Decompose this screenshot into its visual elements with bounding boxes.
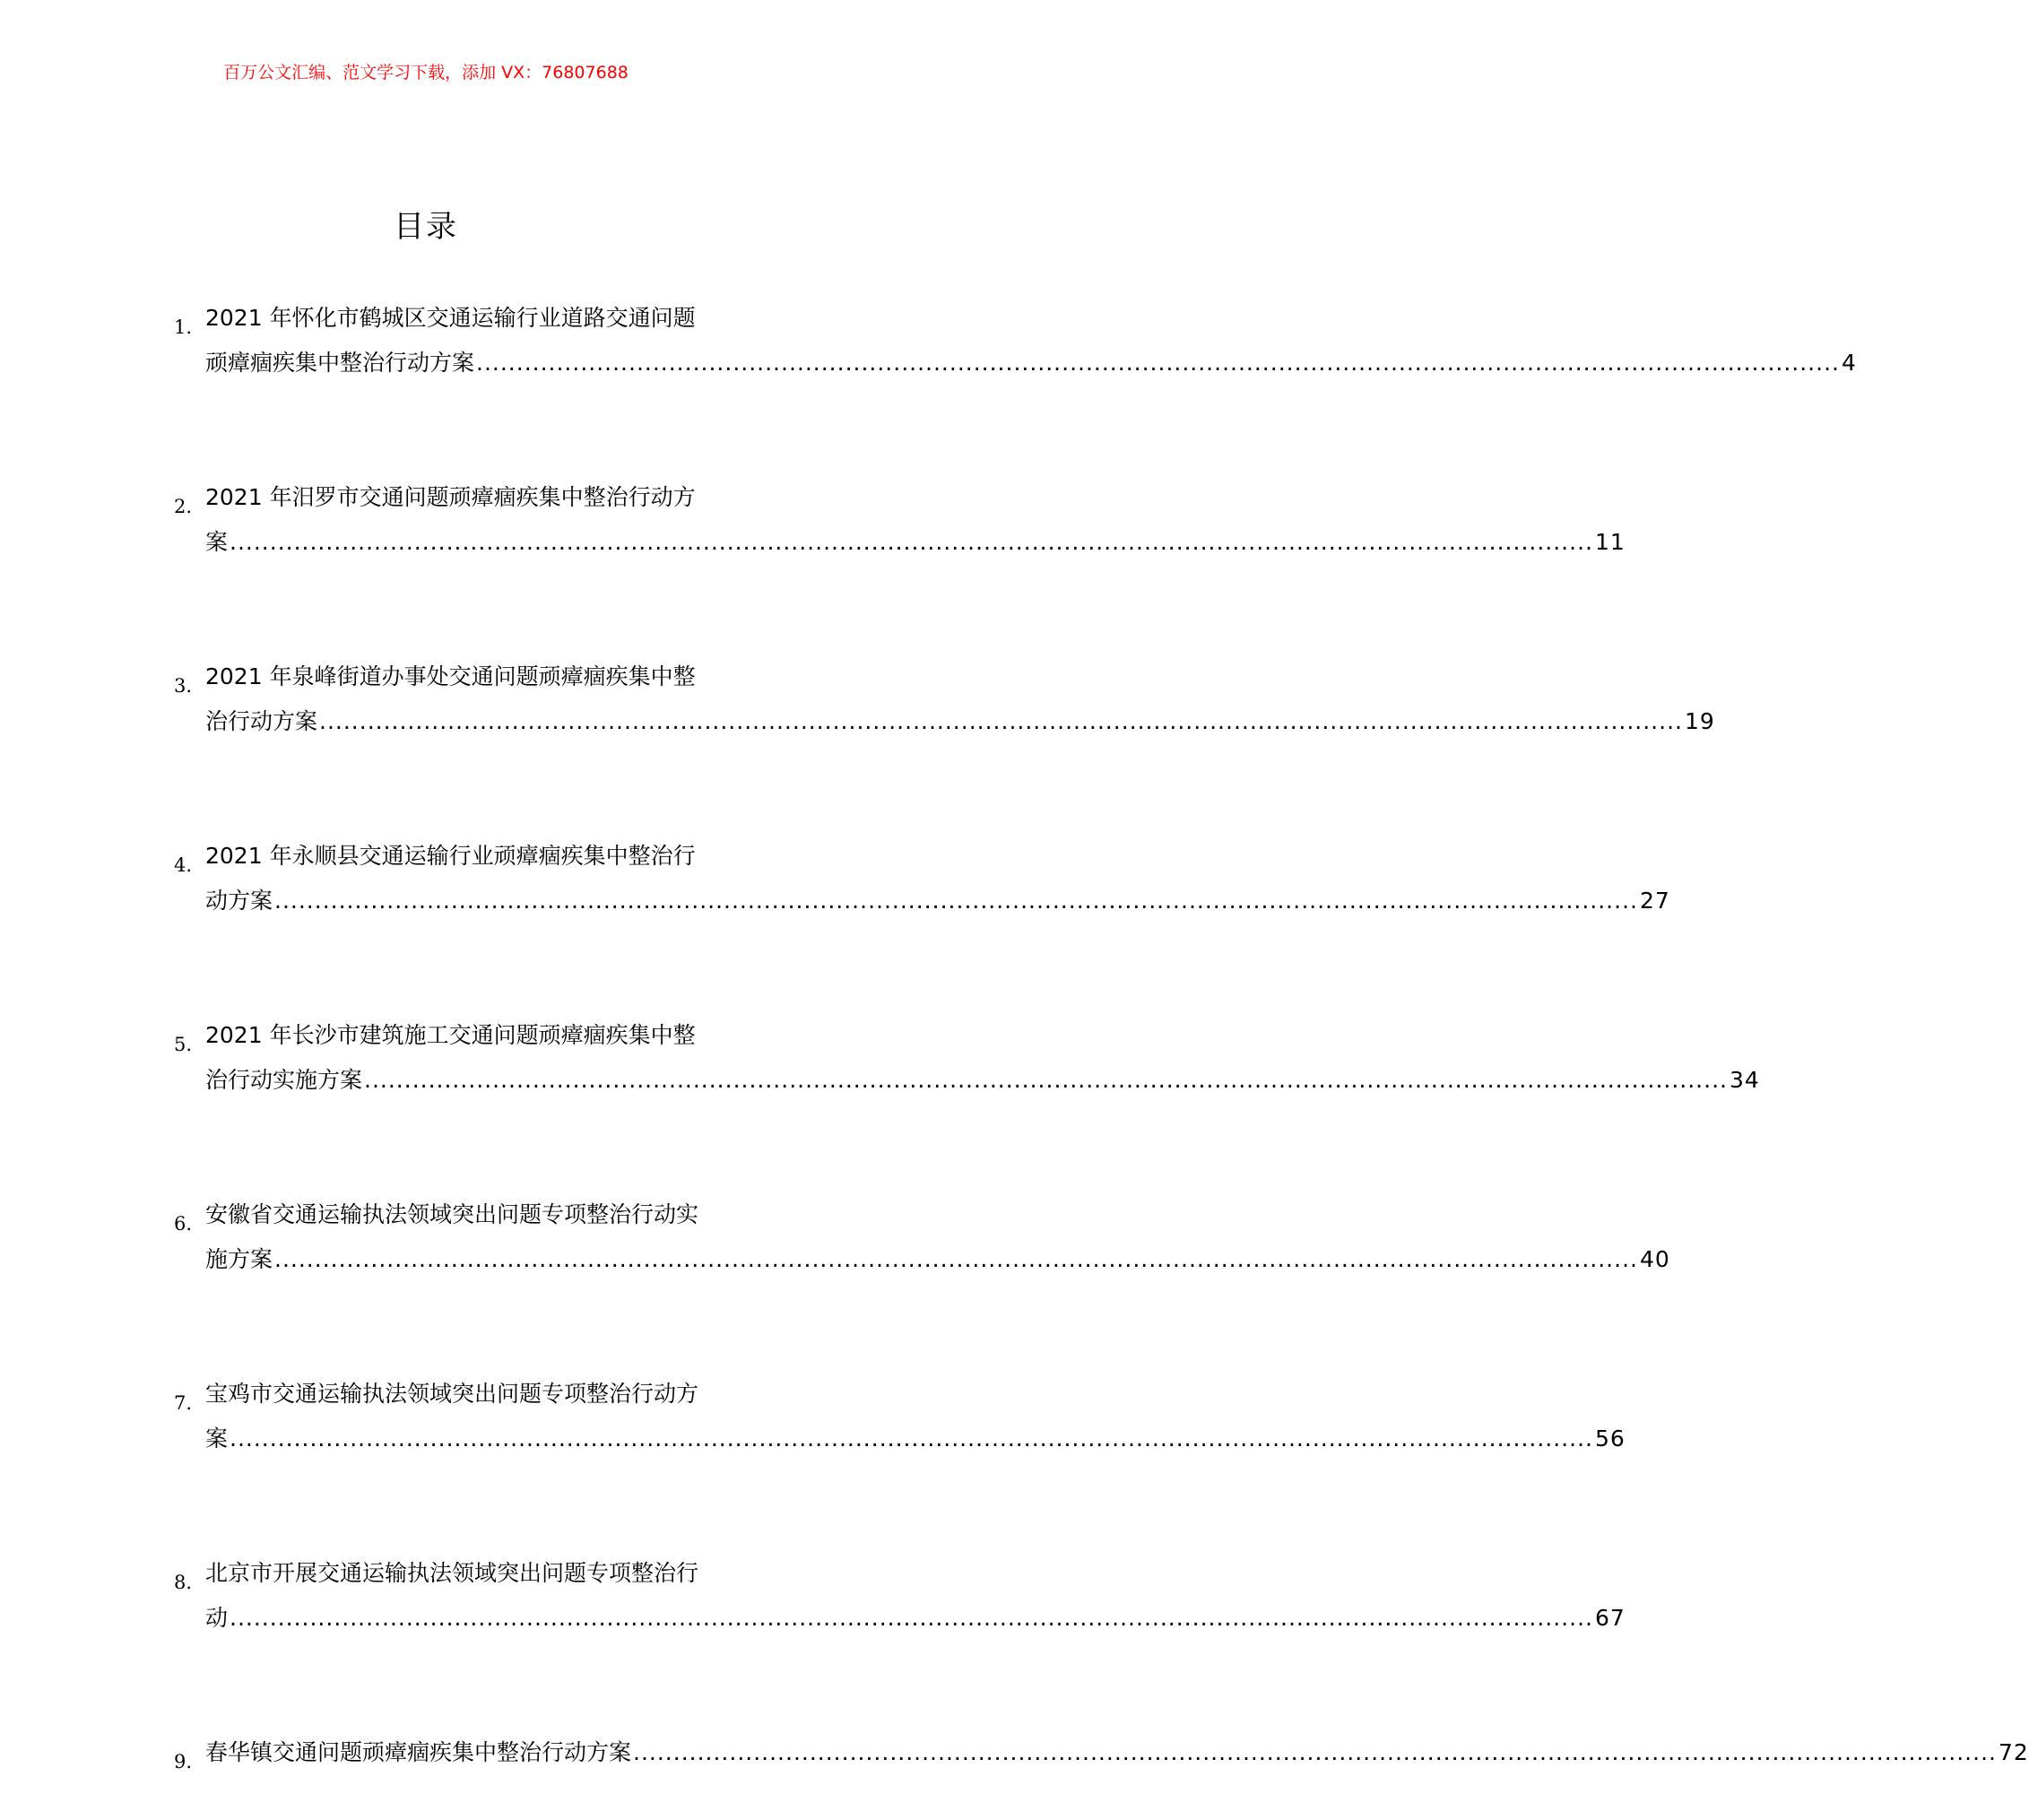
toc-dot-leader: .......................................................................................................................................................................... [476, 350, 1840, 376]
toc-entry-number: 1. [174, 316, 193, 338]
toc-entry-page: 11 [1594, 529, 1626, 555]
toc-entry-page: 4 [1841, 350, 1857, 376]
toc-entry[interactable] [0, 1730, 2029, 1820]
toc-dot-leader: .......................................................................................................................................................................... [364, 1067, 1728, 1093]
toc-entry-title-line1: 安徽省交通运输执法领域突出问题专项整治行动实 [205, 1201, 699, 1227]
toc-entry-number: 4. [174, 854, 193, 876]
toc-entry-title-text: 治行动方案 [205, 708, 318, 734]
toc-entry-number: 3. [174, 675, 193, 697]
toc-entry-number: 9. [174, 1751, 193, 1772]
toc-dot-leader: .......................................................................................................................................................................... [319, 708, 1683, 734]
toc-entry-title-line2 [205, 1237, 1670, 1282]
toc-entry-title-line1: 2021 年泉峰街道办事处交通问题顽瘴痼疾集中整 [205, 663, 696, 689]
toc-dot-leader: .......................................................................................................................................................................... [230, 529, 1593, 555]
toc-entry-title-line1: 2021 年长沙市建筑施工交通问题顽瘴痼疾集中整 [205, 1022, 696, 1048]
toc-entry-title-line1: 2021 年永顺县交通运输行业顽瘴痼疾集中整治行 [205, 843, 696, 869]
toc-entry-title-line2 [205, 1596, 1626, 1641]
toc-entry-page: 56 [1594, 1426, 1626, 1452]
toc-entry[interactable] [0, 1551, 1626, 1730]
toc-dot-leader: .......................................................................................................................................................................... [230, 1426, 1593, 1452]
toc-dot-leader: .......................................................................................................................................................................... [230, 1605, 1593, 1631]
toc-entry-title-text: 顽瘴痼疾集中整治行动方案 [205, 350, 475, 376]
toc-entry-title-text: 春华镇交通问题顽瘴痼疾集中整治行动方案 [205, 1739, 632, 1765]
toc-entry-number: 2. [174, 496, 193, 517]
toc-entry-title-line1: 北京市开展交通运输执法领域突出问题专项整治行 [205, 1560, 699, 1586]
toc-entry-page: 72 [1998, 1739, 2029, 1765]
toc-entry-title-line2 [205, 699, 1715, 744]
toc-entry[interactable] [0, 296, 1857, 475]
toc-entry-page: 34 [1729, 1067, 1760, 1093]
toc-entry[interactable] [0, 834, 1670, 1013]
toc-entry-title-line1 [205, 1730, 2029, 1775]
toc-dot-leader: .......................................................................................................................................................................... [633, 1739, 1997, 1765]
toc-entry-page: 67 [1594, 1605, 1626, 1631]
toc-entry-title-text: 案 [205, 1426, 229, 1452]
toc-entry-title-line2 [205, 520, 1626, 565]
toc-list [0, 296, 2029, 1820]
toc-dot-leader: .......................................................................................................................................................................... [274, 888, 1638, 914]
toc-title: 目录 [394, 209, 458, 245]
toc-entry[interactable] [0, 1013, 1760, 1192]
toc-entry-title-text: 治行动实施方案 [205, 1067, 363, 1093]
toc-entry-title-line1: 2021 年怀化市鹤城区交通运输行业道路交通问题 [205, 305, 696, 331]
toc-entry-title-line1: 宝鸡市交通运输执法领域突出问题专项整治行动方 [205, 1381, 699, 1407]
toc-entry-page: 27 [1639, 888, 1670, 914]
watermark-header: 百万公文汇编、范文学习下载，添加 VX：76807688 [223, 63, 629, 82]
toc-entry[interactable] [0, 654, 1715, 834]
toc-dot-leader: .......................................................................................................................................................................... [274, 1246, 1638, 1272]
toc-entry-number: 5. [174, 1034, 193, 1055]
toc-entry-title-text: 案 [205, 529, 229, 555]
toc-entry[interactable] [0, 475, 1626, 654]
toc-entry[interactable] [0, 1192, 1670, 1372]
toc-entry-title-line2 [205, 341, 1857, 386]
toc-entry-title-text: 施方案 [205, 1246, 273, 1272]
toc-entry-number: 7. [174, 1392, 193, 1414]
toc-entry-title-text: 动方案 [205, 888, 273, 914]
toc-entry-title-text: 动 [205, 1605, 229, 1631]
toc-entry-title-line2 [205, 879, 1670, 923]
toc-entry-number: 6. [174, 1213, 193, 1235]
toc-entry[interactable] [0, 1372, 1626, 1551]
toc-entry-title-line1: 2021 年汨罗市交通问题顽瘴痼疾集中整治行动方 [205, 484, 696, 510]
toc-entry-title-line2 [205, 1417, 1626, 1461]
toc-entry-title-line2 [205, 1058, 1760, 1103]
toc-entry-page: 40 [1639, 1246, 1670, 1272]
toc-entry-page: 19 [1684, 708, 1715, 734]
toc-entry-number: 8. [174, 1572, 193, 1593]
